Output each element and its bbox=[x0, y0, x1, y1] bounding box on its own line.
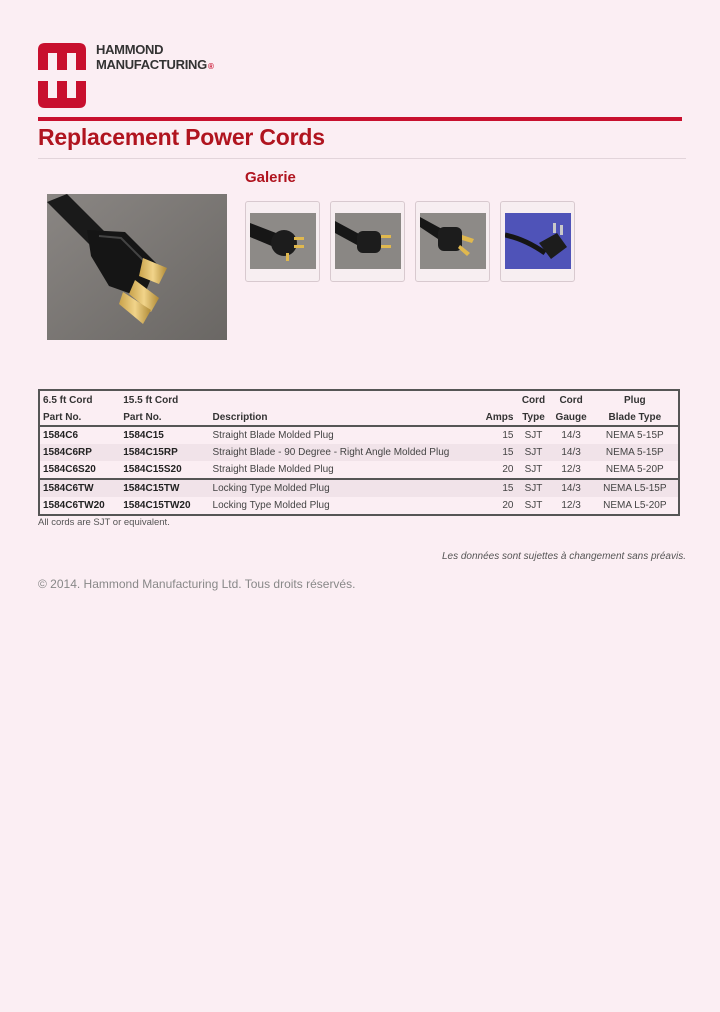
title-divider bbox=[38, 158, 686, 159]
cord-type-cell: SJT bbox=[516, 444, 550, 461]
table-header-row-2 bbox=[39, 408, 679, 426]
cord-type-cell: SJT bbox=[524, 429, 543, 441]
gauge-cell: 14/3 bbox=[551, 444, 592, 461]
main-product-photo bbox=[47, 194, 227, 340]
right-angle-plug-thumb-icon bbox=[505, 213, 571, 269]
cord-type-cell: SJT bbox=[524, 463, 543, 475]
part-number-cell: 1584C6RP bbox=[39, 444, 120, 461]
part-number-cell: 1584C6 bbox=[43, 429, 79, 441]
amps-cell: 15 bbox=[472, 444, 516, 461]
header-cell bbox=[472, 390, 516, 408]
straight-plug-thumb-icon bbox=[250, 213, 316, 269]
description-cell: Locking Type Molded Plug bbox=[212, 499, 330, 511]
registered-mark: ® bbox=[207, 62, 214, 71]
part-number-cell: 1584C15RP bbox=[120, 444, 209, 461]
table-row bbox=[39, 426, 679, 444]
hammond-logo-icon bbox=[36, 40, 88, 112]
cord-type-cell: SJT bbox=[516, 479, 550, 497]
description-cell: Straight Blade Molded Plug bbox=[212, 429, 334, 441]
table-row bbox=[39, 461, 679, 479]
description-cell: Straight Blade - 90 Degree - Right Angle Molded Plug bbox=[210, 444, 473, 461]
header-cell: Part No. bbox=[120, 408, 209, 426]
part-number-cell: 1584C15 bbox=[123, 429, 164, 441]
header-cell: Part No. bbox=[39, 408, 120, 426]
gauge-cell: 12/3 bbox=[561, 463, 581, 475]
gauge-cell: 12/3 bbox=[561, 499, 581, 511]
table-header-row-1 bbox=[39, 390, 679, 408]
header-cell: Description bbox=[210, 408, 473, 426]
description-cell: Straight Blade Molded Plug bbox=[212, 463, 334, 475]
page-title: Replacement Power Cords bbox=[38, 124, 325, 150]
gauge-cell: 14/3 bbox=[551, 479, 592, 497]
part-number-cell: 1584C6TW bbox=[39, 479, 120, 497]
table-row bbox=[39, 444, 679, 461]
disclaimer: Les données sont sujettes à changement sans préavis. bbox=[441, 551, 686, 562]
amps-cell: 20 bbox=[502, 463, 514, 475]
amps-cell: 15 bbox=[472, 479, 516, 497]
blade-type-cell: NEMA L5-15P bbox=[592, 479, 679, 497]
brand-line-2: MANUFACTURING® bbox=[96, 57, 214, 72]
amps-cell: 20 bbox=[502, 499, 514, 511]
gallery-title: Galerie bbox=[245, 169, 296, 186]
header-cell: 6.5 ft Cord bbox=[43, 394, 93, 406]
gauge-cell: 14/3 bbox=[561, 429, 581, 441]
cord-type-cell: SJT bbox=[524, 499, 543, 511]
gallery-thumb-1[interactable] bbox=[245, 201, 320, 282]
company-logo[interactable] bbox=[36, 40, 226, 114]
blade-type-cell: NEMA L5-20P bbox=[603, 499, 667, 511]
header-cell: Amps bbox=[472, 408, 516, 426]
blade-type-cell: NEMA 5-20P bbox=[605, 463, 664, 475]
table-row bbox=[39, 479, 679, 497]
blade-type-cell: NEMA 5-15P bbox=[605, 429, 664, 441]
part-number-cell: 1584C15S20 bbox=[123, 463, 182, 475]
header-cell: Plug bbox=[624, 394, 646, 406]
header-cell: Gauge bbox=[551, 408, 592, 426]
brand-name bbox=[96, 42, 214, 74]
part-number-cell: 1584C6S20 bbox=[43, 463, 96, 475]
straight-plug-thumb-icon bbox=[335, 213, 401, 269]
table-row bbox=[39, 497, 679, 515]
header-cell: Type bbox=[516, 408, 550, 426]
part-number-cell: 1584C15TW20 bbox=[123, 499, 191, 511]
gallery-thumb-3[interactable] bbox=[415, 201, 490, 282]
spec-table bbox=[38, 389, 680, 516]
locking-plug-thumb-icon bbox=[420, 213, 486, 269]
header-cell: Cord bbox=[521, 394, 546, 406]
brand-line-1: HAMMOND bbox=[96, 42, 164, 57]
part-number-cell: 1584C15TW bbox=[120, 479, 209, 497]
header-cell: Cord bbox=[559, 394, 583, 406]
header-cell: Blade Type bbox=[592, 408, 679, 426]
header-cell bbox=[210, 390, 473, 408]
power-plug-photo bbox=[47, 194, 227, 340]
blade-type-cell: NEMA 5-15P bbox=[592, 444, 679, 461]
header-cell: 15.5 ft Cord bbox=[123, 394, 179, 406]
gallery-thumb-4[interactable] bbox=[500, 201, 575, 282]
copyright: © 2014. Hammond Manufacturing Ltd. Tous droits réservés. bbox=[38, 577, 356, 591]
amps-cell: 15 bbox=[502, 429, 514, 441]
part-number-cell: 1584C6TW20 bbox=[43, 499, 105, 511]
description-cell: Locking Type Molded Plug bbox=[210, 479, 473, 497]
header-divider bbox=[38, 117, 682, 121]
cord-note: All cords are SJT or equivalent. bbox=[38, 517, 170, 528]
gallery-thumb-2[interactable] bbox=[330, 201, 405, 282]
